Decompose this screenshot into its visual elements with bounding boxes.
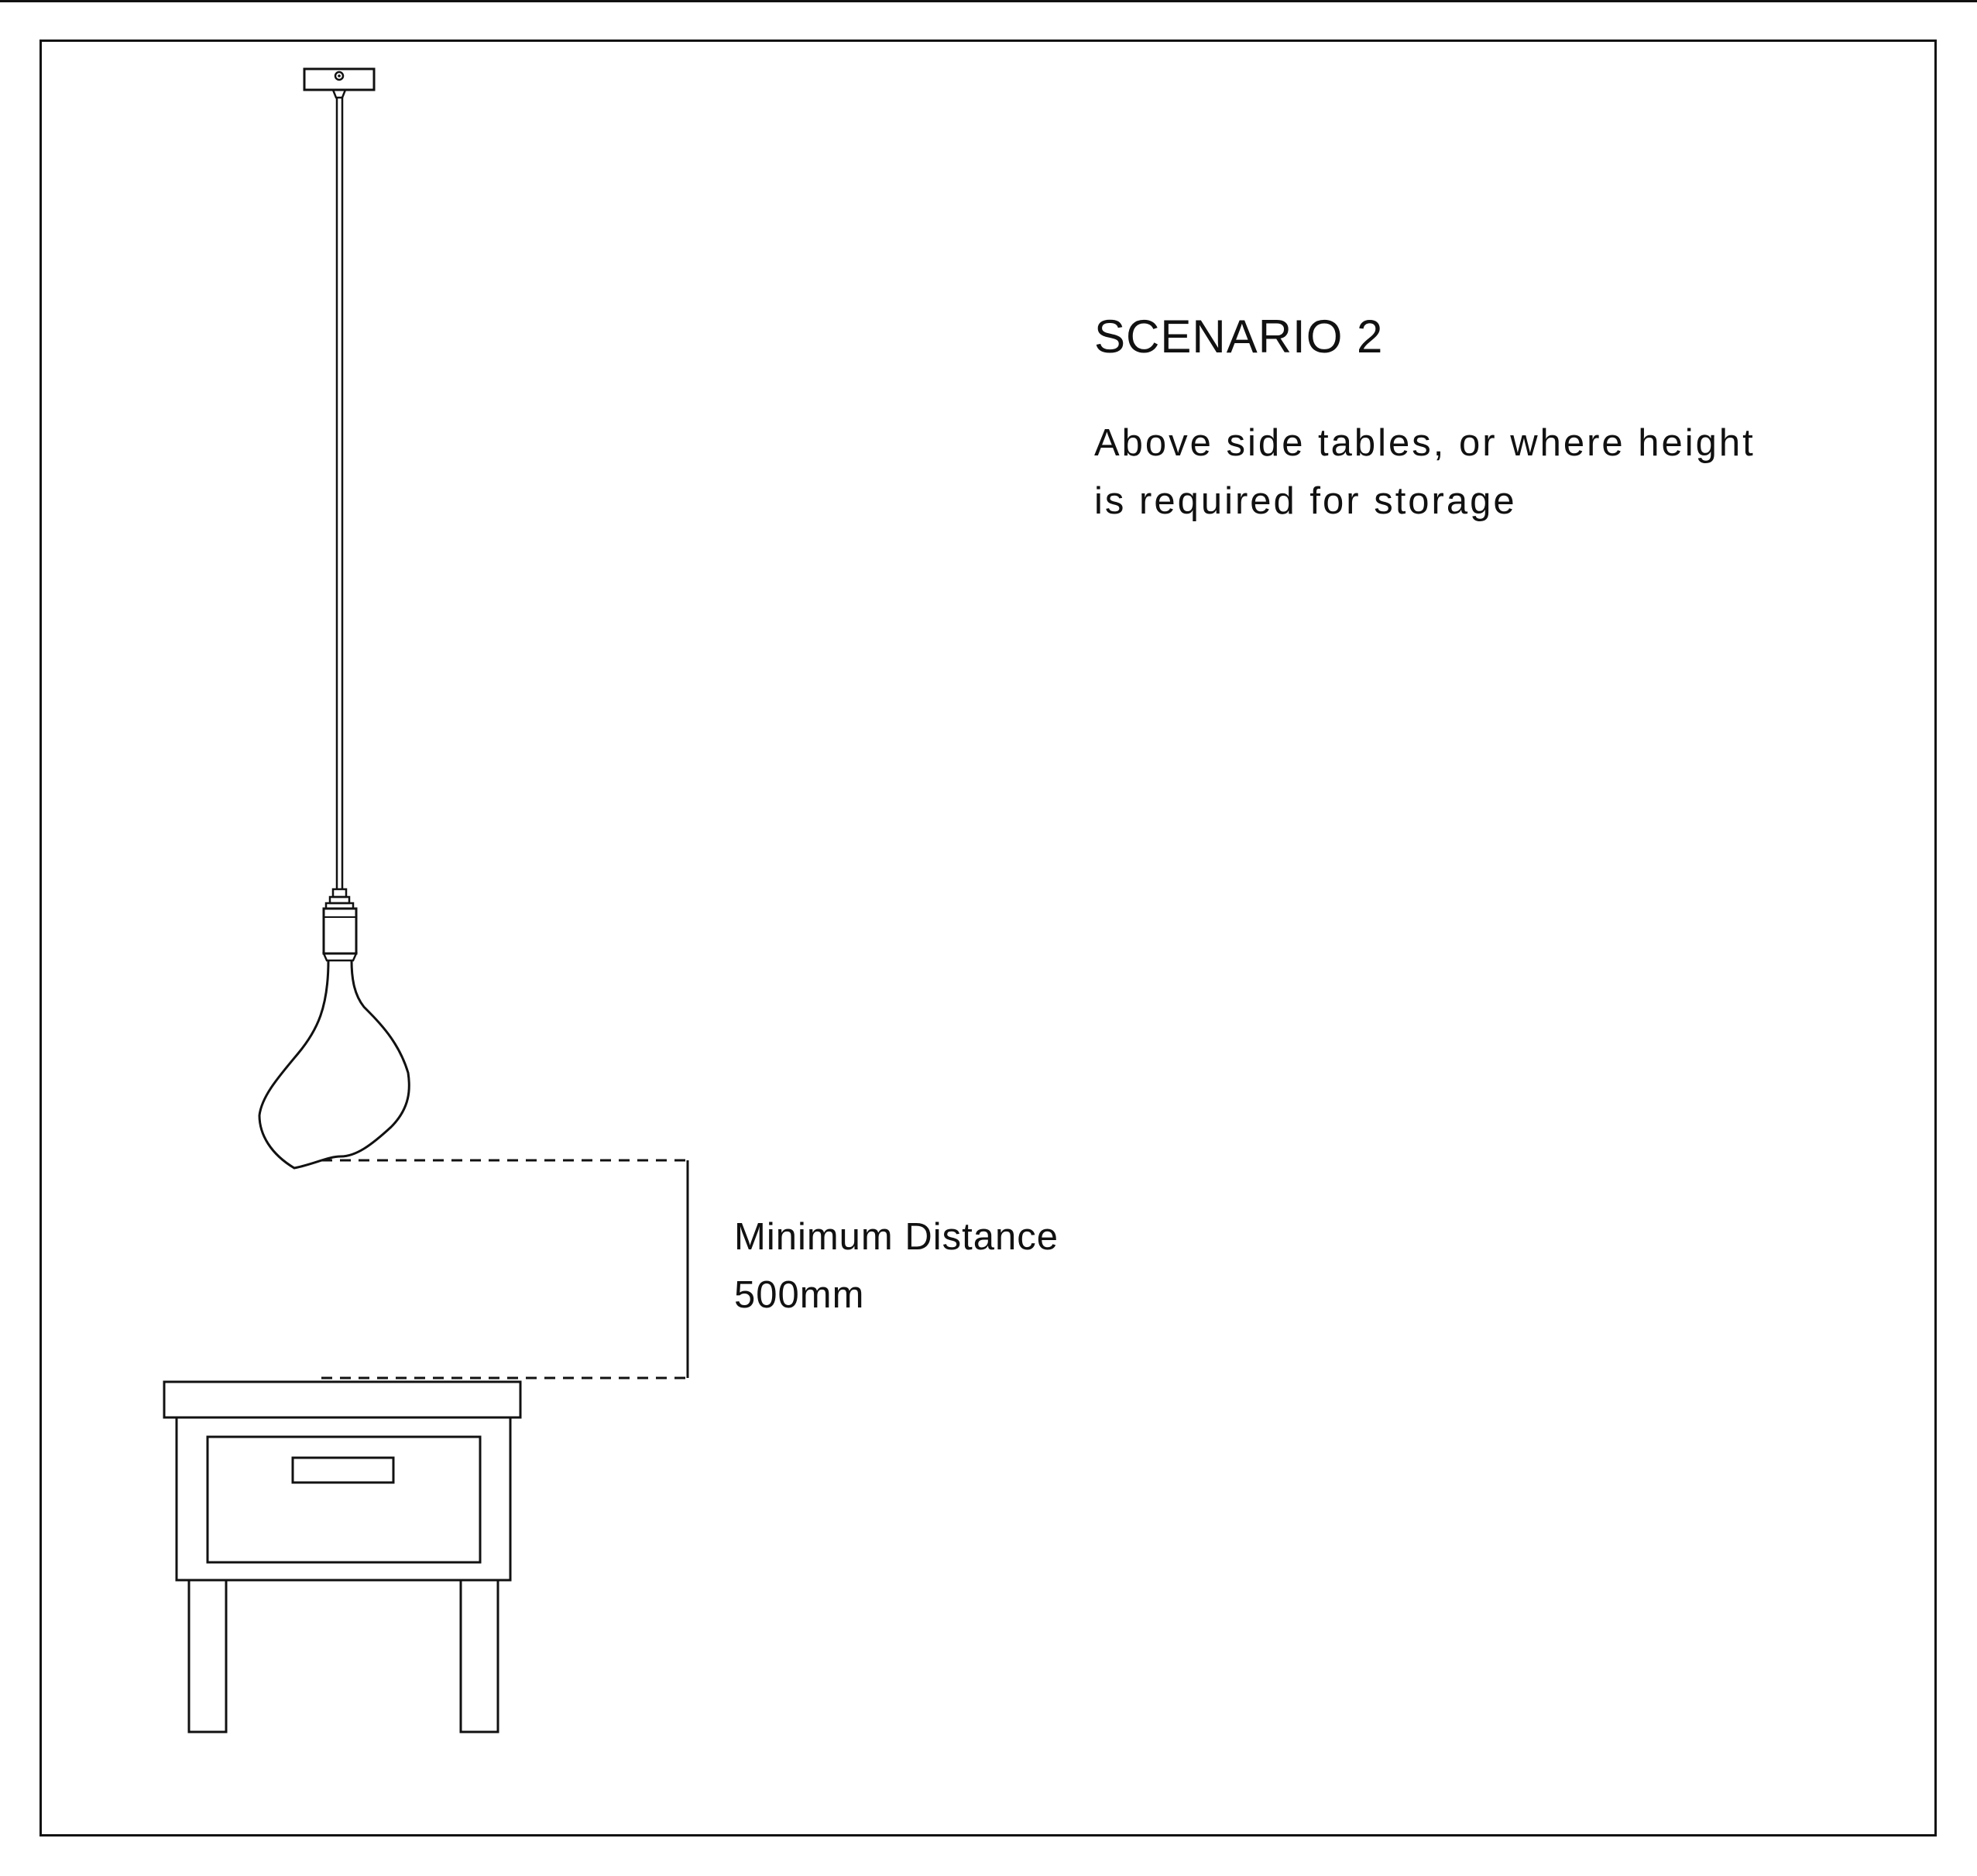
ceiling-rose-icon bbox=[304, 69, 374, 98]
scenario-title: SCENARIO 2 bbox=[1094, 311, 1384, 362]
dimension-bracket-icon bbox=[321, 1160, 688, 1378]
distance-label: Minimum Distance bbox=[734, 1216, 1059, 1258]
minimum-distance-label bbox=[734, 1208, 1059, 1325]
bulb-icon bbox=[259, 960, 409, 1168]
scenario-description: Above side tables, or where height is required for storage bbox=[1094, 422, 1756, 522]
pendant-cord-icon bbox=[337, 98, 342, 889]
side-table-icon bbox=[164, 1382, 520, 1732]
lamp-holder-icon bbox=[324, 889, 356, 960]
distance-value: 500mm bbox=[734, 1274, 865, 1316]
